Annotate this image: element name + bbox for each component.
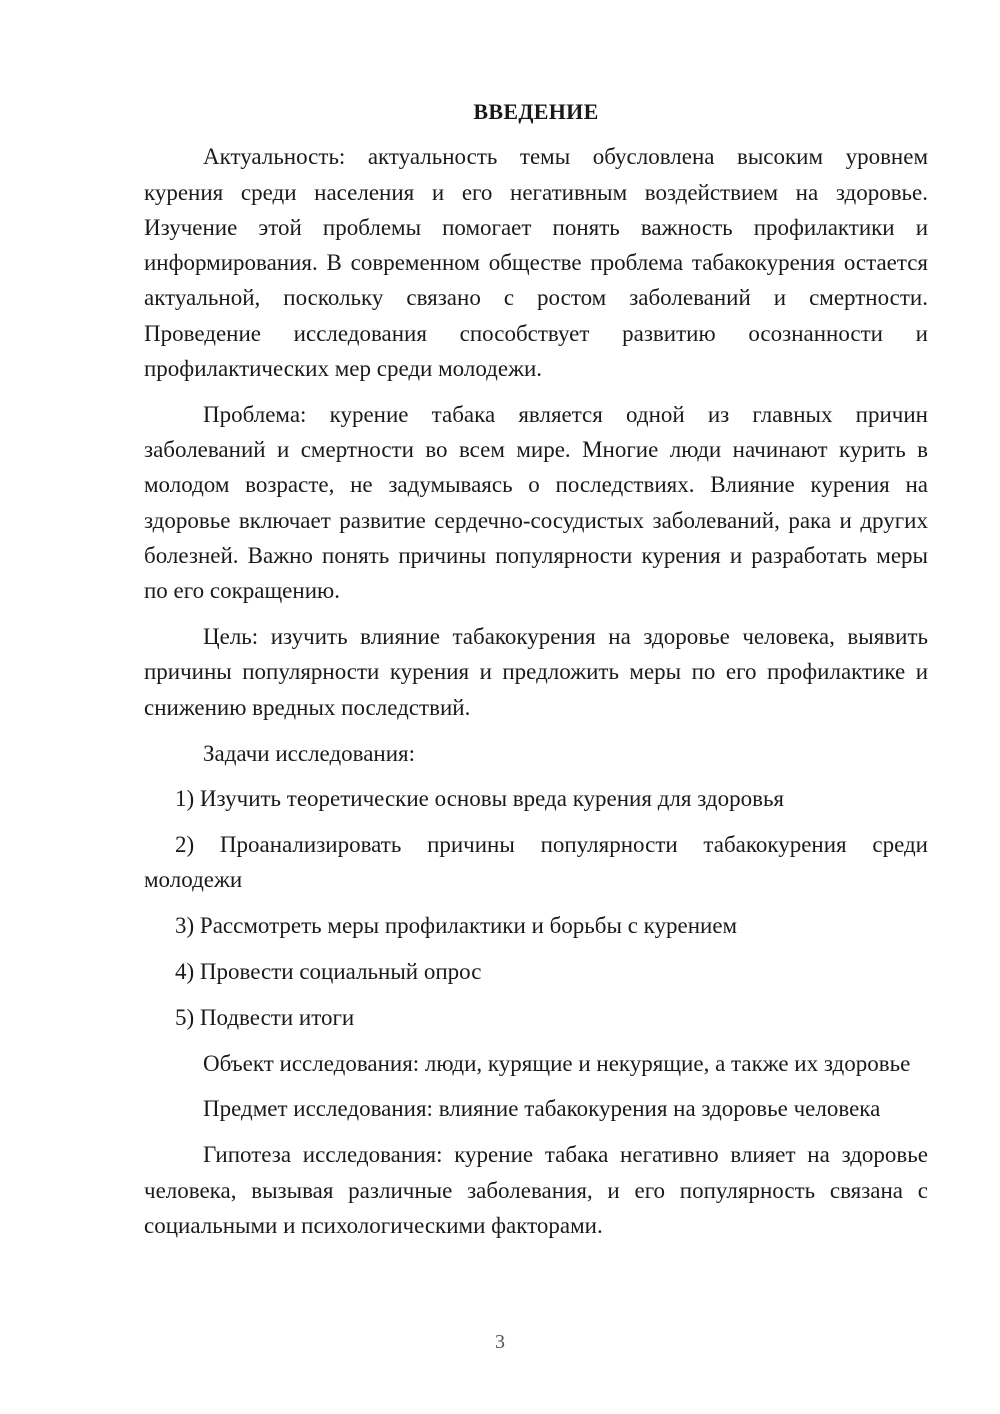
goal-paragraph: Цель: изучить влияние табакокурения на здоровье человека, выявить причины популярности курения и предложить меры по его профилактике и снижению вредных последствий. (144, 624, 928, 720)
tasks-title: Задачи исследования: (203, 740, 416, 766)
task-item: 4) Провести социальный опрос (175, 959, 482, 985)
subject-paragraph: Предмет исследования: влияние табакокурения на здоровье человека (203, 1096, 881, 1122)
task-item: 5) Подвести итоги (175, 1004, 355, 1030)
task-item: 2) Проанализировать причины популярности табакокурения среди молодежи (144, 832, 928, 893)
relevance-paragraph: Актуальность: актуальность темы обусловлена высоким уровнем курения среди населения и его негативным воздействием на здоровье. Изучение этой проблемы помогает понять важность профилактики и информирования. В современном обществе проблема табакокурения остается актуальной, поскольку связано с ростом заболеваний и смертности. Проведение исследования способствует развитию осознанности и профилактических мер среди молодежи. (144, 144, 928, 382)
document-body (144, 94, 928, 1254)
task-item: 1) Изучить теоретические основы вреда курения для здоровья (175, 786, 785, 812)
object-paragraph: Объект исследования: люди, курящие и некурящие, а также их здоровье (203, 1050, 911, 1076)
task-item: 3) Рассмотреть меры профилактики и борьбы с курением (175, 913, 738, 939)
section-heading: ВВЕДЕНИЕ (473, 99, 599, 124)
hypothesis-paragraph: Гипотеза исследования: курение табака негативно влияет на здоровье человека, вызывая различные заболевания, и его популярность связана с социальными и психологическими факторами. (144, 1142, 928, 1238)
problem-paragraph: Проблема: курение табака является одной из главных причин заболеваний и смертности во всем мире. Многие люди начинают курить в молодом возрасте, не задумываясь о последствиях. Влияние курения на здоровье включает развитие сердечно-сосудистых заболеваний, рака и других болезней. Важно понять причины популярности курения и разработать меры по его сокращению. (144, 401, 928, 604)
page-number: 3 (495, 1331, 505, 1353)
